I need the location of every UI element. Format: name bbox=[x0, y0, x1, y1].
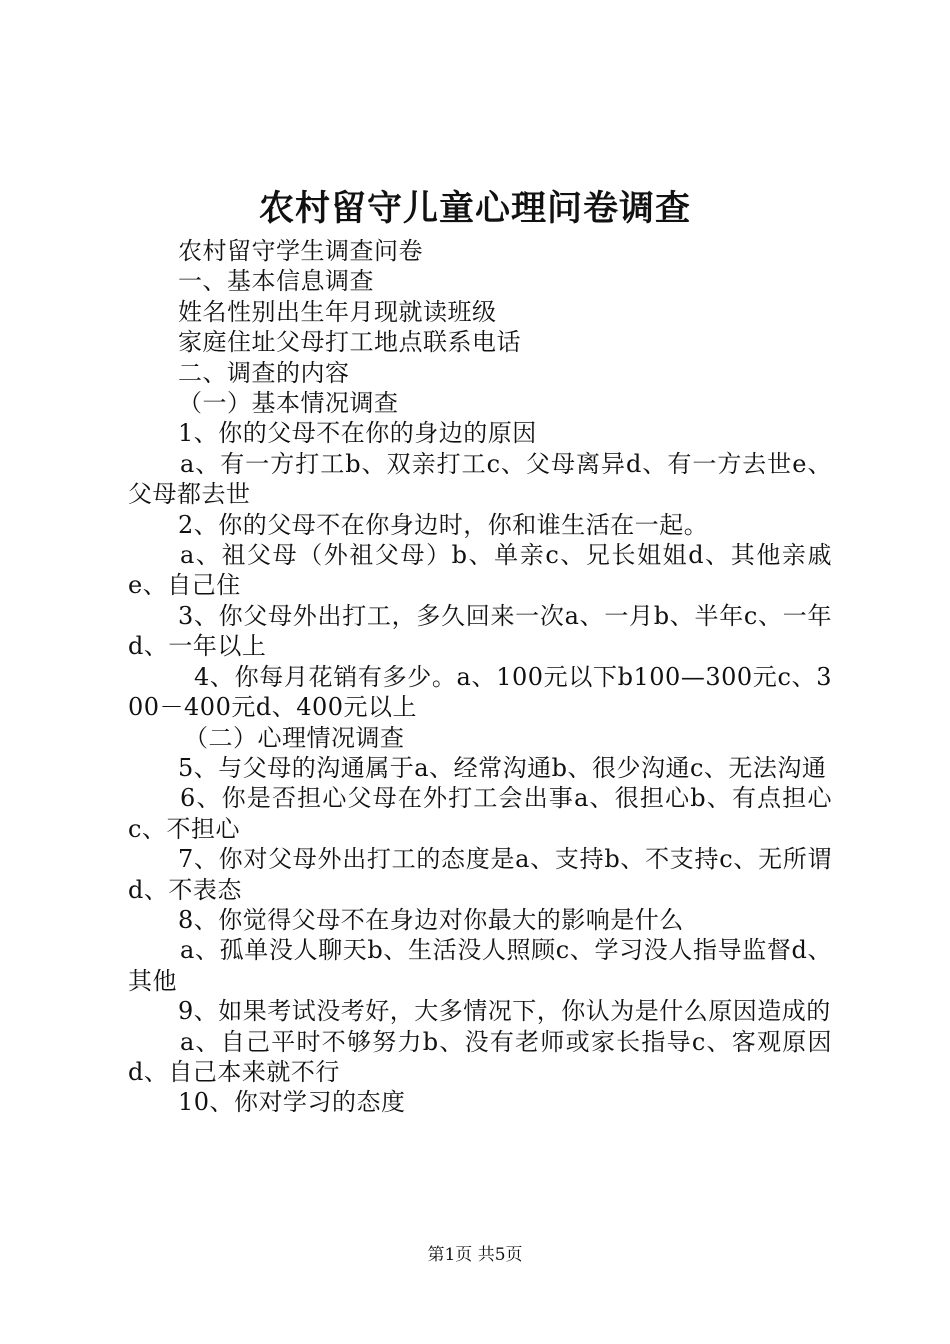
section-heading: 二、调查的内容 bbox=[178, 358, 350, 387]
question: 6、你是否担心父母在外打工会出事a、很担心b、有点担心c、不担心 bbox=[128, 784, 832, 843]
paragraph: 姓名性别出生年月现就读班级 bbox=[178, 297, 497, 326]
question: 7、你对父母外出打工的态度是a、支持b、不支持c、无所谓d、不表态 bbox=[128, 845, 832, 904]
document-body bbox=[128, 236, 832, 1118]
document-title: 农村留守儿童心理问卷调查 bbox=[258, 188, 691, 229]
question: 2、你的父母不在你身边时，你和谁生活在一起。 bbox=[178, 510, 709, 539]
paragraph: 农村留守学生调查问卷 bbox=[178, 237, 423, 265]
question: 4、你每月花销有多少。a、100元以下b100—300元c、300－400元d、400元以上 bbox=[128, 662, 832, 722]
question: 10、你对学习的态度 bbox=[178, 1088, 406, 1117]
question: 1、你的父母不在你的身边的原因 bbox=[178, 419, 537, 448]
subsection-heading: （二）心理情况调查 bbox=[184, 723, 405, 752]
page-footer: 第1页 共5页 bbox=[427, 1245, 523, 1265]
subsection-heading: （一）基本情况调查 bbox=[178, 389, 399, 418]
paragraph: 家庭住址父母打工地点联系电话 bbox=[178, 328, 521, 357]
question: 5、与父母的沟通属于a、经常沟通b、很少沟通c、无法沟通 bbox=[178, 753, 827, 782]
question-options: a、有一方打工b、双亲打工c、父母离异d、有一方去世e、父母都去世 bbox=[128, 449, 832, 509]
question: 8、你觉得父母不在身边对你最大的影响是什么 bbox=[178, 905, 684, 934]
question: 9、如果考试没考好，大多情况下，你认为是什么原因造成的 bbox=[178, 997, 831, 1026]
question-options: a、祖父母（外祖父母）b、单亲c、兄长姐姐d、其他亲戚e、自己住 bbox=[128, 541, 832, 600]
question: 3、你父母外出打工，多久回来一次a、一月b、半年c、一年d、一年以上 bbox=[128, 601, 832, 661]
question-options: a、孤单没人聊天b、生活没人照顾c、学习没人指导监督d、其他 bbox=[128, 936, 832, 995]
section-heading: 一、基本信息调查 bbox=[178, 267, 374, 296]
question-options: a、自己平时不够努力b、没有老师或家长指导c、客观原因d、自己本来就不行 bbox=[128, 1027, 832, 1086]
